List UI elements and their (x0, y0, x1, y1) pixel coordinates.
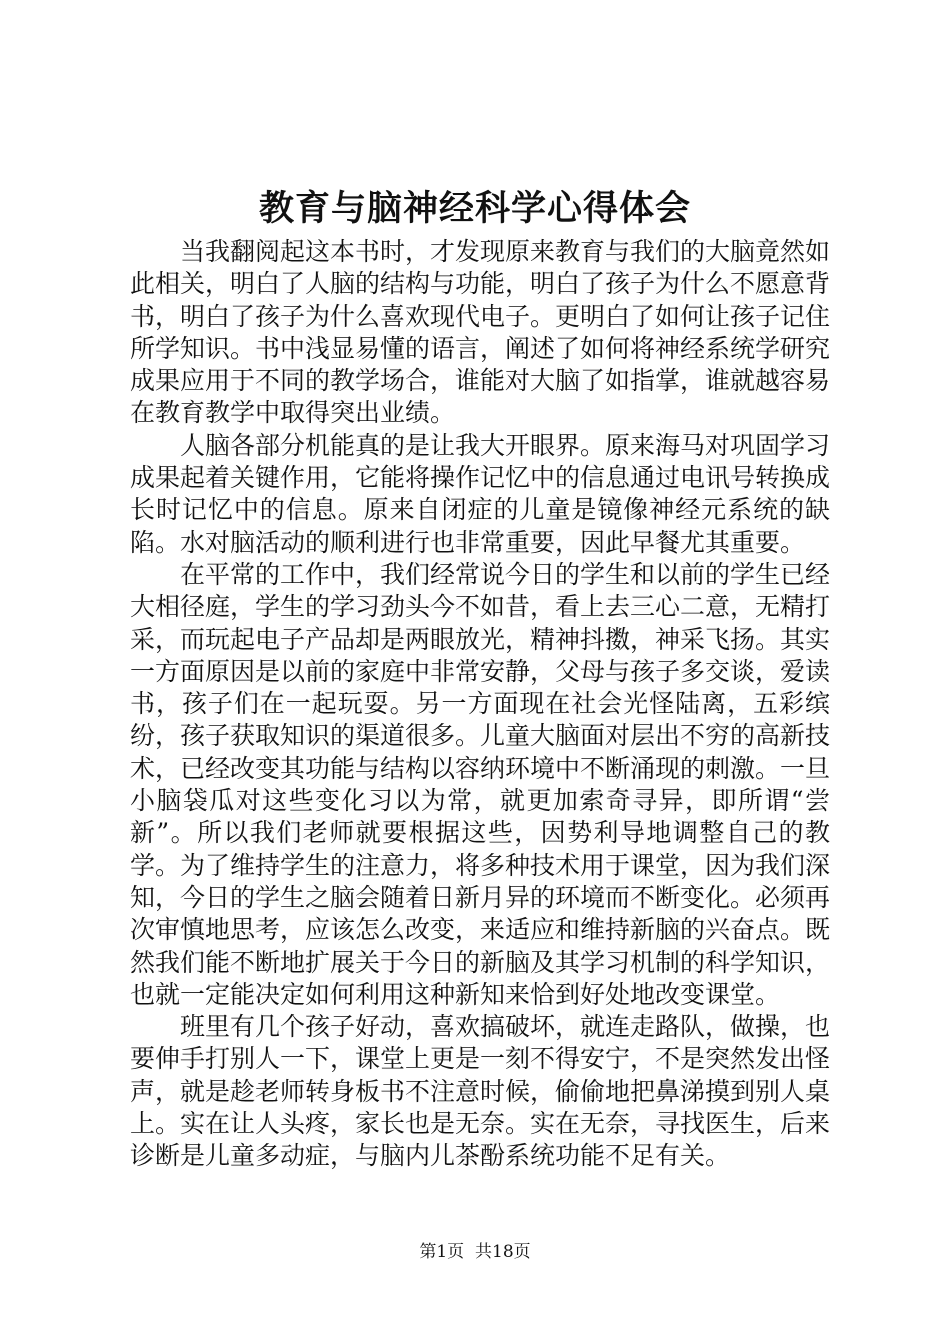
paragraph-1: 当我翻阅起这本书时，才发现原来教育与我们的大脑竟然如此相关，明白了人脑的结构与功能，明白了孩子为什么不愿意背书，明白了孩子为什么喜欢现代电子。更明白了如何让孩子记住所学知识。书中浅显易懂的语言，阐述了如何将神经系统学研究成果应用于不同的教学场合，谁能对大脑了如指掌，谁就越容易在教育教学中取得突出业绩。 (130, 237, 831, 428)
document-title: 教育与脑神经科学心得体会 (258, 188, 691, 229)
page-footer (0, 1240, 950, 1264)
paragraph-4: 班里有几个孩子好动，喜欢搞破坏，就连走路队，做操，也要伸手打别人一下，课堂上更是一刻不得安宁，不是突然发出怪声，就是趁老师转身板书不注意时候，偷偷地把鼻涕摸到别人桌上。实在让人头疼，家长也是无奈。实在无奈，寻找医生，后来诊断是儿童多动症，与脑内儿茶酚系统功能不足有关。 (130, 1012, 831, 1171)
paragraph-2: 人脑各部分机能真的是让我大开眼界。原来海马对巩固学习成果起着关键作用，它能将操作记忆中的信息通过电讯号转换成长时记忆中的信息。原来自闭症的儿童是镜像神经元系统的缺陷。水对脑活动的顺利进行也非常重要，因此早餐尤其重要。 (130, 430, 831, 557)
page-total: 共18页 (475, 1242, 531, 1262)
paragraph-3: 在平常的工作中，我们经常说今日的学生和以前的学生已经大相径庭，学生的学习劲头今不如昔，看上去三心二意，无精打采，而玩起电子产品却是两眼放光，精神抖擞，神采飞扬。其实一方面原因是以前的家庭中非常安静，父母与孩子多交谈，爱读书，孩子们在一起玩耍。另一方面现在社会光怪陆离，五彩缤纷，孩子获取知识的渠道很多。儿童大脑面对层出不穷的高新技术，已经改变其功能与结构以容纳环境中不断涌现的刺激。一旦小脑袋瓜对这些变化习以为常，就更加索奇寻异，即所谓“尝新”。所以我们老师就要根据这些，因势利导地调整自己的教学。为了维持学生的注意力，将多种技术用于课堂，因为我们深知，今日的学生之脑会随着日新月异的环境而不断变化。必须再次审慎地思考，应该怎么改变，来适应和维持新脑的兴奋点。既然我们能不断地扩展关于今日的新脑及其学习机制的科学知识，也就一定能决定如何利用这种新知来恰到好处地改变课堂。 (130, 559, 831, 1009)
document-body (130, 236, 830, 1173)
page-number: 第1页 (419, 1242, 465, 1262)
